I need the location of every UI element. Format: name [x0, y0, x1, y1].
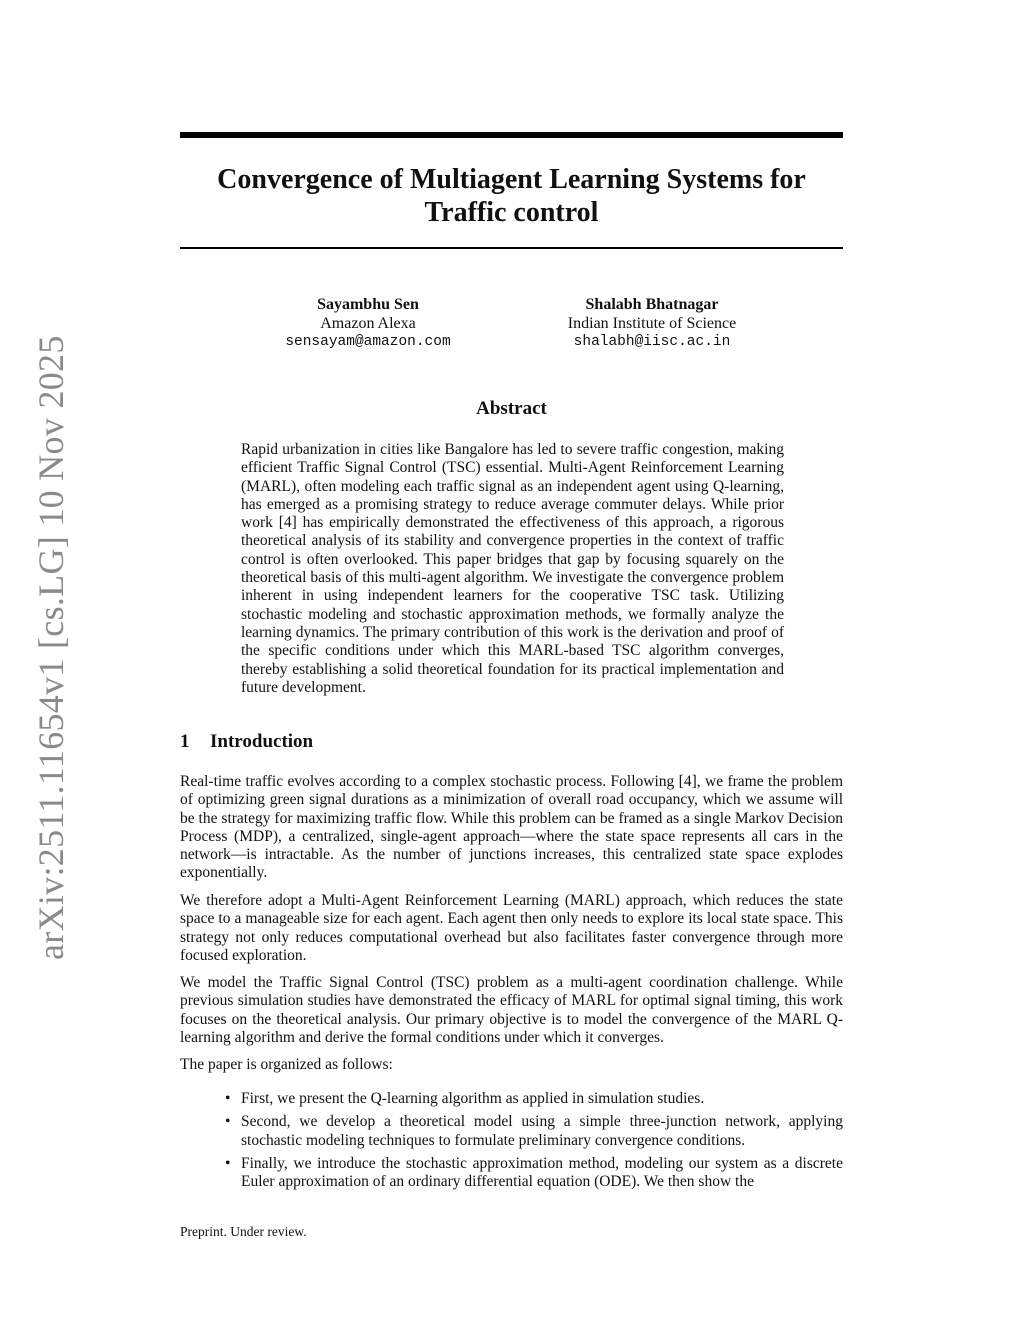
bullet-icon: •	[225, 1113, 231, 1131]
title-line-2: Traffic control	[424, 197, 599, 228]
author-affiliation: Indian Institute of Science	[567, 314, 737, 332]
bullet-icon: •	[225, 1154, 231, 1172]
author-email[interactable]: sensayam@amazon.com	[285, 334, 451, 350]
footer-note: Preprint. Under review.	[180, 1224, 307, 1239]
list-item	[225, 1090, 843, 1108]
outline-list	[225, 1090, 843, 1196]
intro-paragraph-4: The paper is organized as follows:	[180, 1056, 393, 1073]
paper-title	[180, 163, 843, 229]
author-email[interactable]: shalabh@iisc.ac.in	[573, 334, 731, 350]
author-name: Sayambhu Sen	[317, 296, 419, 313]
section-title: Introduction	[210, 731, 314, 752]
section-heading-introduction	[180, 731, 313, 753]
section-number: 1	[180, 731, 190, 752]
author-name: Shalabh Bhatnagar	[585, 296, 719, 313]
author-affiliation: Amazon Alexa	[320, 314, 416, 332]
title-line-1: Convergence of Multiagent Learning Systems for	[217, 164, 806, 195]
list-item-text: First, we present the Q-learning algorithm as applied in simulation studies.	[241, 1090, 705, 1107]
list-item	[225, 1113, 843, 1150]
author-block-1	[218, 296, 518, 352]
list-item	[225, 1155, 843, 1192]
bullet-icon: •	[225, 1090, 231, 1107]
intro-paragraph-3: We model the Traffic Signal Control (TSC) problem as a multi-agent coordination challenge. While previous simulation studies have demonstrated the efficacy of MARL for optimal signal timing, this work focuses on the theoretical analysis. Our primary objective is to model the convergence of the MARL Q-learning algorithm and derive the formal conditions under which it converges.	[180, 974, 843, 1046]
intro-paragraph-1: Real-time traffic evolves according to a complex stochastic process. Following [4], we frame the problem of optimizing green signal durations as a minimization of overall road occupancy, which we assume will be the strategy for maximizing traffic flow. While this problem can be framed as a single Markov Decision Process (MDP), a centralized, single-agent approach—where the state space represents all cars in the network—is intractable. As the number of junctions increases, this centralized state space explodes exponentially.	[180, 773, 843, 882]
abstract-heading: Abstract	[476, 398, 547, 419]
list-item-text: Second, we develop a theoretical model using a simple three-junction network, applying stochastic modeling techniques to formulate preliminary convergence conditions.	[241, 1113, 843, 1149]
arxiv-identifier: arXiv:2511.11654v1 [cs.LG] 10 Nov 2025	[31, 335, 71, 960]
author-block-2	[502, 296, 802, 352]
title-top-rule	[180, 132, 843, 138]
intro-paragraph-2: We therefore adopt a Multi-Agent Reinforcement Learning (MARL) approach, which reduces the state space to a manageable size for each agent. Each agent then only needs to explore its local state space. This strategy not only reduces computational overhead but also facilitates faster convergence through more focused exploration.	[180, 892, 843, 964]
abstract-text: Rapid urbanization in cities like Bangalore has led to severe traffic congestion, making efficient Traffic Signal Control (TSC) essential. Multi-Agent Reinforcement Learning (MARL), often modeling each traffic signal as an independent agent using Q-learning, has emerged as a promising strategy to reduce average commuter delays. While prior work [4] has empirically demonstrated the effectiveness of this approach, a rigorous theoretical analysis of its stability and convergence properties in the context of traffic control is often overlooked. This paper bridges that gap by focusing squarely on the theoretical basis of this multi-agent algorithm. We investigate the convergence problem inherent in using independent learners for the cooperative TSC task. Utilizing stochastic modeling and stochastic approximation methods, we formally analyze the learning dynamics. The primary contribution of this work is the derivation and proof of the specific conditions under which this MARL-based TSC algorithm converges, thereby establishing a solid theoretical foundation for its practical implementation and future development.	[241, 441, 784, 696]
list-item-text: Finally, we introduce the stochastic approximation method, modeling our system as a discrete Euler approximation of an ordinary differential equation (ODE). We then show the	[241, 1154, 843, 1191]
title-bottom-rule	[180, 247, 843, 249]
